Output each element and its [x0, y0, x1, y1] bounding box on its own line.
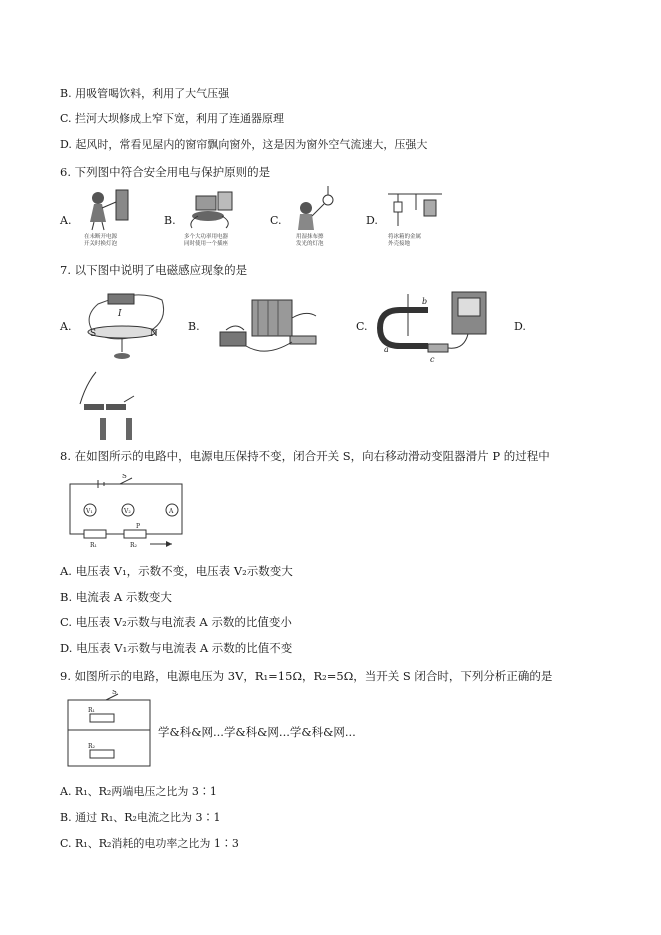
svg-text:S: S [90, 329, 97, 339]
q7-figure-d [62, 362, 142, 442]
q6-figure-d [380, 186, 450, 246]
svg-text:V₁: V₁ [86, 508, 93, 515]
q8-circuit-diagram [60, 474, 196, 550]
svg-text:R₁: R₁ [88, 707, 95, 714]
q7-figure-a [78, 286, 170, 362]
q7-label-a: A. [60, 320, 72, 333]
watermark-text: 学&科&网...学&科&网...学&科&网... [158, 725, 356, 739]
svg-text:将冰箱的金属: 将冰箱的金属 [388, 234, 422, 240]
svg-text:多个大功率用电器: 多个大功率用电器 [184, 234, 229, 240]
svg-text:R₂: R₂ [130, 542, 137, 549]
svg-text:外壳接地: 外壳接地 [388, 241, 411, 246]
option-b: B. 用吸管喝饮料，利用了大气压强 [60, 87, 230, 100]
q8-option-a: A. 电压表 V₁，示数不变，电压表 V₂示数变大 [60, 564, 293, 578]
q6-figure-a [76, 186, 146, 246]
q6-label-a: A. [60, 214, 72, 227]
question-9-stem: 9. 如图所示的电路，电源电压为 3V，R₁=15Ω，R₂=5Ω，当开关 S 闭合时，下列分析正确的是 [60, 669, 553, 683]
q6-label-b: B. [164, 214, 176, 227]
q8-option-c: C. 电压表 V₂示数与电流表 A 示数的比值变小 [60, 615, 292, 629]
svg-text:c: c [430, 355, 435, 362]
svg-text:R₂: R₂ [88, 743, 95, 750]
question-7-stem: 7. 以下图中说明了电磁感应现象的是 [60, 263, 248, 277]
q6-figure-c [284, 186, 354, 246]
svg-text:a: a [384, 345, 389, 354]
option-d: D. 起风时，常看见屋内的窗帘飘向窗外，这是因为窗外空气流速大，压强大 [60, 138, 428, 151]
svg-text:A: A [169, 508, 174, 515]
q6-label-d: D. [366, 214, 378, 227]
q6-label-c: C. [270, 214, 282, 227]
svg-text:在未断开电源: 在未断开电源 [84, 234, 118, 240]
svg-text:N: N [150, 329, 158, 339]
q9-circuit-diagram [60, 690, 156, 772]
question-6-stem: 6. 下列图中符合安全用电与保护原则的是 [60, 165, 271, 179]
q9-option-c: C. R₁、R₂消耗的电功率之比为 1∶3 [60, 837, 239, 850]
q9-option-a: A. R₁、R₂两端电压之比为 3∶1 [60, 785, 217, 798]
q7-figure-b [206, 292, 338, 362]
svg-text:P: P [136, 523, 141, 530]
q7-label-c: C. [356, 320, 368, 333]
svg-text:同时使用一个插座: 同时使用一个插座 [184, 241, 229, 246]
svg-text:用湿抹布擦: 用湿抹布擦 [296, 234, 324, 240]
q7-label-b: B. [188, 320, 200, 333]
svg-text:发光的灯泡: 发光的灯泡 [296, 241, 324, 246]
q7-label-d: D. [514, 320, 526, 333]
q7-figure-c [372, 286, 496, 362]
q8-option-d: D. 电压表 V₁示数与电流表 A 示数的比值不变 [60, 641, 293, 655]
svg-text:S: S [112, 690, 117, 696]
svg-text:b: b [422, 297, 428, 306]
q8-option-b: B. 电流表 A 示数变大 [60, 590, 172, 604]
q9-option-b: B. 通过 R₁、R₂电流之比为 3∶1 [60, 811, 221, 824]
svg-text:开关时换灯泡: 开关时换灯泡 [84, 241, 118, 246]
svg-text:R₁: R₁ [90, 542, 97, 549]
question-8-stem: 8. 在如图所示的电路中，电源电压保持不变，闭合开关 S，向右移动滑动变阻器滑片 P 的过程中 [60, 449, 550, 463]
svg-text:V₂: V₂ [124, 508, 131, 515]
option-c: C. 拦河大坝修成上窄下宽，利用了连通器原理 [60, 112, 285, 125]
svg-text:S: S [122, 474, 127, 480]
q6-figure-b [178, 186, 248, 246]
svg-text:I: I [118, 309, 122, 319]
